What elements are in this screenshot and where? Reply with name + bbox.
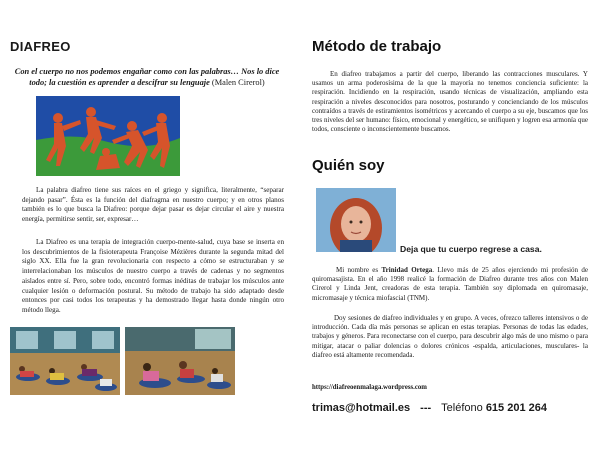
paragraph-origin-text: La Diafreo es una terapia de integración cuerpo-mente-salud, cuya base se inserta en los descubrimientos de la fisioterapeuta Françoise Mézières durante la segunda mitad del siglo XX. Ella fue la gran revolucionaria con respecto a cómo se estructuraban y se interrelacionaban los músculos de nuestro cuerpo a través de cadenas y no segmentos aislados entre sí. Pero, sobre todo, encontró formas inéditas de trabajar los músculos ante cualquier lesión o deformación postural. Su método de trabajo ha sido adaptado desde entonces por casi todos los terapeutas y ha demostrado llegar hasta donde ningún otro método llega. <box>22 238 284 314</box>
group-session-photo-1 <box>10 327 120 395</box>
section-title-diafreo: DIAFREO <box>10 39 71 54</box>
section-title-who: Quién soy <box>312 157 385 174</box>
right-column <box>300 0 600 450</box>
paragraph-origin <box>22 238 284 316</box>
quote-text: Con el cuerpo no nos podemos engañar como con las palabras… Nos lo dice todo; la cuestión es aprender a descifrar su lenguaje <box>14 67 280 87</box>
phone-number[interactable]: 615 201 264 <box>485 402 547 414</box>
contact-line <box>312 402 547 414</box>
bio-rest: . Llevo más de 25 años ejerciendo mi profesión de quiromasajista. En el año 1998 realicé la formación de Diafreo durante tres años con Malen Cirerol y Linda Jent, creadoras de esta terapia. También soy diplomada en quiromasaje, micromasaje y técnica miofascial (TNM). <box>312 266 589 302</box>
paragraph-etymology <box>22 186 284 225</box>
paragraph-bio <box>312 266 588 303</box>
dance-painting-illustration <box>36 96 180 176</box>
phone-info <box>441 402 547 414</box>
quote-author: (Malen Cirerol) <box>211 78 265 87</box>
email-link[interactable]: trimas@hotmail.es <box>312 402 411 414</box>
bio-intro: Mi nombre es <box>336 266 379 274</box>
portrait-caption: Deja que tu cuerpo regrese a casa. <box>400 244 542 254</box>
phone-label: Teléfono <box>441 402 483 414</box>
group-session-photo-1-illustration <box>10 327 120 395</box>
therapist-portrait <box>316 188 396 252</box>
group-session-photo-2 <box>125 327 235 395</box>
section-title-method: Método de trabajo <box>312 38 442 55</box>
paragraph-method-text: En diafreo trabajamos a partir del cuerpo, liberando las contracciones musculares. Y usamos un arma poderosísima de la que la mayoría no tenemos conciencia suficiente: la respiración. Incidiendo en la respiración, usando técnicas de visualización, ampliando esta respiración a niveles desconocidos para nosotros, posturando y concienciando de los músculos contraídos a través de estiramientos isométricos y acercando el cuerpo a su eje, buscamos que los tres niveles del ser humano: físico, emocional y energético, se unifiquen y logren esa armonía que todos, consciente o inconscientemente buscamos. <box>312 70 588 134</box>
paragraph-classes-text: Doy sesiones de diafreo individuales y en grupo. A veces, ofrezco talleres intensivos o de introducción. Cada día más personas se aplican en estas terapias. Personas de todas las edades, trabajos y géneros. Para reconectarse con el cuerpo, para descubrir algo más de uno mismo o para mitigar, atacar o paliar dolencias o dolores crónicos -espalda, articulaciones, musculares- la diafreo está altamente recomendada. <box>312 314 588 359</box>
contact-separator: --- <box>420 402 432 414</box>
intro-quote <box>12 66 282 88</box>
paragraph-etymology-text: La palabra diafreo tiene sus raíces en el griego y significa, literalmente, “separar dejando pasar”. Ésta es la función del diafragma en nuestro cuerpo; y en otros planos también es lo que busca la Diafreo: porque dejar pasar es dejar circular el aire y nuestra energía, permitirse sentir, ser, expresar… <box>22 186 284 224</box>
paragraph-classes <box>312 314 588 360</box>
group-session-photo-2-illustration <box>125 327 235 395</box>
paragraph-method <box>312 70 588 134</box>
blog-link[interactable]: https://diafreoenmalaga.wordpress.com <box>312 384 427 391</box>
dance-painting-image <box>36 96 180 176</box>
bio-name: Trinidad Ortega <box>381 266 433 274</box>
therapist-portrait-illustration <box>316 188 396 252</box>
